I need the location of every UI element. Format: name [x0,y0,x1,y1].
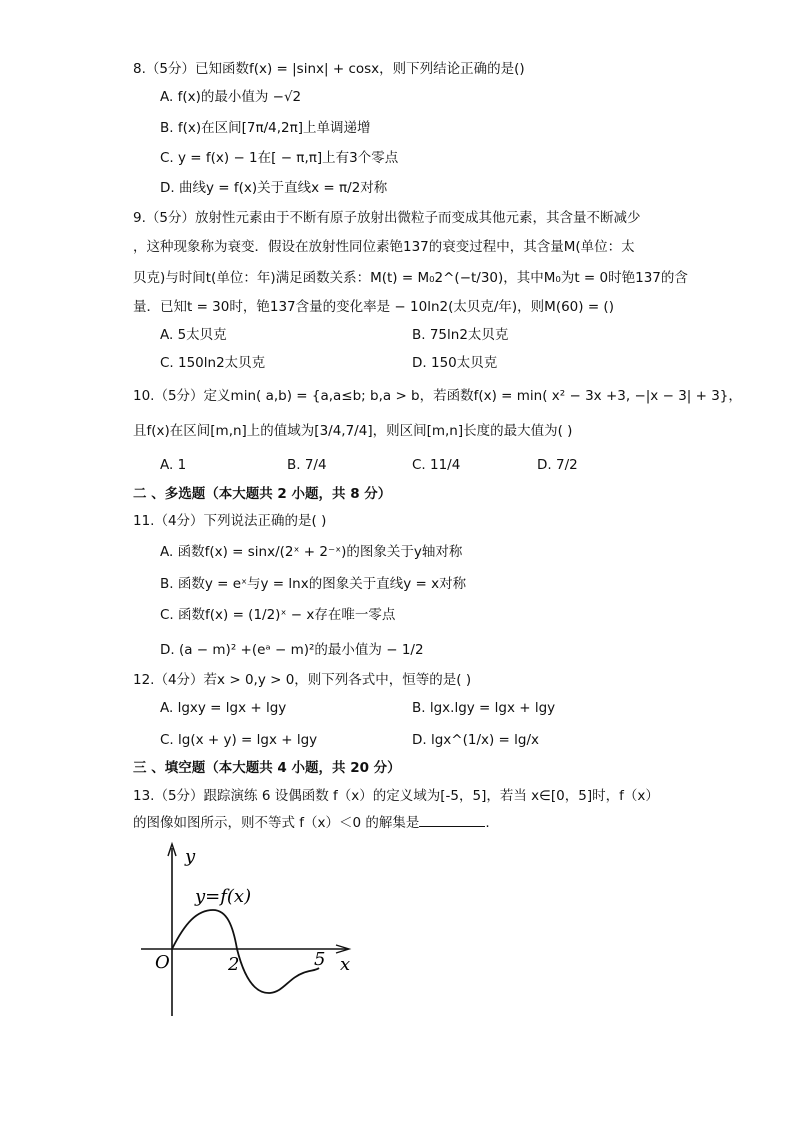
q11-option-c: C. 函数f(x) = (1/2)ˣ − x存在唯一零点 [160,607,396,623]
q13-line2 [133,812,490,833]
q9-option-b: B. 75ln2太贝克 [412,327,509,343]
q10-line2: 且f(x)在区间[m,n]上的值域为[3/4,7/4]，则区间[m,n]长度的最大值为( ) [133,423,573,439]
q9-option-c: C. 150ln2太贝克 [160,355,266,371]
q8-option-c: C. y = f(x) − 1在[ − π,π]上有3个零点 [160,150,399,166]
function-graph [135,838,375,1023]
q8-option-b: B. f(x)在区间[7π/4,2π]上单调递增 [160,120,371,136]
q8-option-d: D. 曲线y = f(x)关于直线x = π/2对称 [160,180,388,196]
q10-line1: 10.（5分）定义min( a,b) = {a,a≤b; b,a > b，若函数f(x) = min( x² − 3x +3, −|x − 3| + 3}， [133,388,742,404]
q12-option-a: A. lgxy = lgx + lgy [160,700,287,716]
q12-option-b: B. lgx.lgy = lgx + lgy [412,700,556,716]
y-axis-label: y [185,846,196,867]
origin-label: O [155,952,170,973]
q8-option-a: A. f(x)的最小值为 −√2 [160,89,302,105]
q13-line2-end: . [485,815,490,831]
q11-option-a: A. 函数f(x) = sinx/(2ˣ + 2⁻ˣ)的图象关于y轴对称 [160,544,463,560]
section-heading-multi-choice: 二 、多选题（本大题共 2 小题，共 8 分） [133,486,392,502]
q9-line3: 贝克)与时间t(单位：年)满足函数关系：M(t) = M₀2^(−t/30)，其中M₀为t = 0时铯137的含 [133,270,688,286]
q11-stem: 11.（4分）下列说法正确的是( ) [133,513,327,529]
q13-line1: 13.（5分）跟踪演练 6 设偶函数 f（x）的定义域为[-5，5]，若当 x∈[0，5]时，f（x） [133,788,659,804]
q12-option-c: C. lg(x + y) = lgx + lgy [160,732,318,748]
q9-line4: 量．已知t = 30时，铯137含量的变化率是 − 10ln2(太贝克/年)，则M(60) = () [133,299,614,315]
q10-option-b: B. 7/4 [287,457,327,473]
section-heading-fill-in: 三 、填空题（本大题共 4 小题，共 20 分） [133,760,401,776]
answer-blank[interactable] [419,812,485,827]
q8-stem: 8.（5分）已知函数f(x) = |sinx| + cosx，则下列结论正确的是() [133,61,525,77]
q10-option-a: A. 1 [160,457,187,473]
q13-line2-text: 的图像如图所示，则不等式 f（x）＜0 的解集是 [133,815,420,831]
x-tick-2: 2 [228,954,240,975]
q11-option-d: D. (a − m)² +(eᵃ − m)²的最小值为 − 1/2 [160,642,424,658]
q12-stem: 12.（4分）若x > 0,y > 0，则下列各式中，恒等的是( ) [133,672,472,688]
q9-line1: 9.（5分）放射性元素由于不断有原子放射出微粒子而变成其他元素，其含量不断减少 [133,210,641,226]
q9-option-d: D. 150太贝克 [412,355,498,371]
x-tick-5: 5 [314,949,326,970]
q9-line2: ，这种现象称为衰变．假设在放射性同位素铯137的衰变过程中，其含量M(单位：太 [133,239,635,255]
curve-label: y=f(x) [195,886,252,907]
q10-option-c: C. 11/4 [412,457,461,473]
x-axis-label: x [340,954,351,975]
q12-option-d: D. lgx^(1/x) = lg/x [412,732,540,748]
function-curve [172,910,319,993]
q11-option-b: B. 函数y = eˣ与y = lnx的图象关于直线y = x对称 [160,576,467,592]
q9-option-a: A. 5太贝克 [160,327,227,343]
q10-option-d: D. 7/2 [537,457,578,473]
